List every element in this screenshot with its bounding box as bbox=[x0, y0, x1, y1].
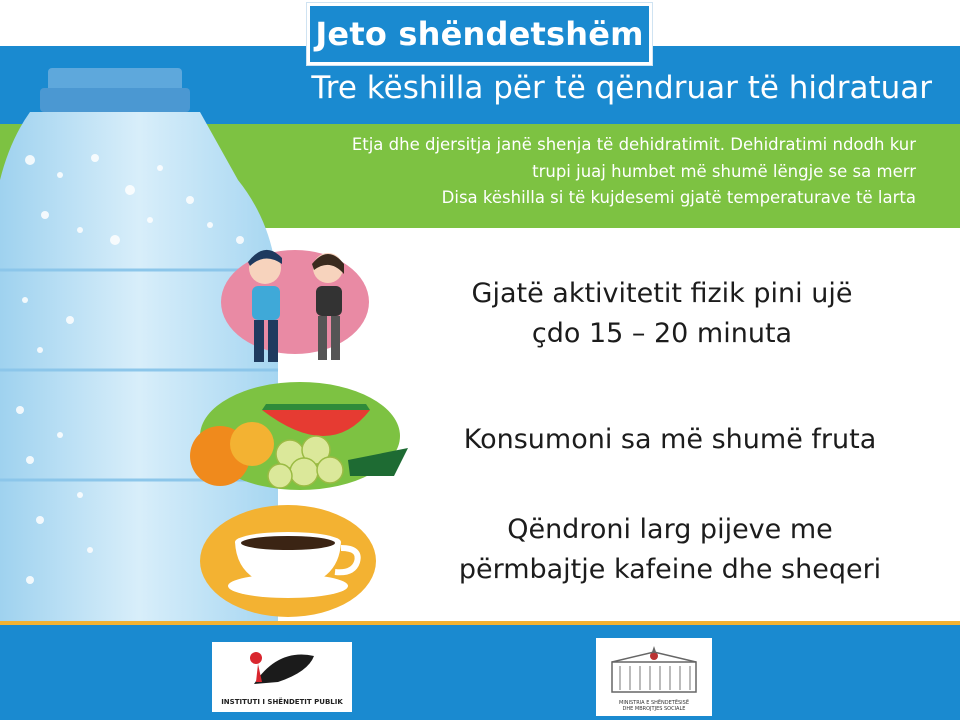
intro-line: trupi juaj humbet më shumë lëngje se sa merr bbox=[532, 161, 916, 181]
ministry-label bbox=[596, 700, 712, 712]
tip-hydration-during-activity bbox=[432, 274, 892, 354]
title-box bbox=[307, 3, 652, 65]
ministry-label-line: MINISTRIA E SHËNDETËSISË bbox=[619, 700, 689, 706]
tip-eat-fruit bbox=[420, 420, 920, 460]
running-couple-icon bbox=[210, 240, 380, 370]
intro-text bbox=[352, 132, 916, 212]
footer-band bbox=[0, 625, 960, 720]
intro-line: Etja dhe djersitja janë shenja të dehidratimit. Dehidratimi ndodh kur bbox=[351, 135, 916, 154]
tip-line: Konsumoni sa më shumë fruta bbox=[463, 424, 877, 455]
isp-logo bbox=[212, 642, 352, 712]
isp-logo-mark-icon bbox=[248, 648, 318, 690]
tip-line: Gjatë aktivitetit fizik pini ujë bbox=[471, 278, 853, 309]
tip-avoid-caffeine-sugar bbox=[430, 510, 910, 590]
coffee-cup-icon bbox=[193, 502, 383, 620]
ministry-logo bbox=[596, 638, 712, 716]
isp-label: INSTITUTI I SHËNDETIT PUBLIK bbox=[221, 698, 343, 706]
ministry-building-icon bbox=[606, 644, 702, 696]
tip-line: përmbajtje kafeine dhe sheqeri bbox=[458, 554, 882, 585]
tip-line: çdo 15 – 20 minuta bbox=[531, 318, 793, 349]
page-title: Jeto shëndetshëm bbox=[315, 15, 644, 53]
intro-line: Disa këshilla si të kujdesemi gjatë temperaturave të larta bbox=[441, 188, 916, 207]
ministry-label-line: DHE MBROJTJES SOCIALE bbox=[622, 706, 686, 712]
tip-line: Qëndroni larg pijeve me bbox=[507, 514, 833, 545]
fruit-plate-icon bbox=[180, 372, 415, 500]
page-subtitle: Tre këshilla për të qëndruar të hidratuar bbox=[311, 70, 932, 106]
